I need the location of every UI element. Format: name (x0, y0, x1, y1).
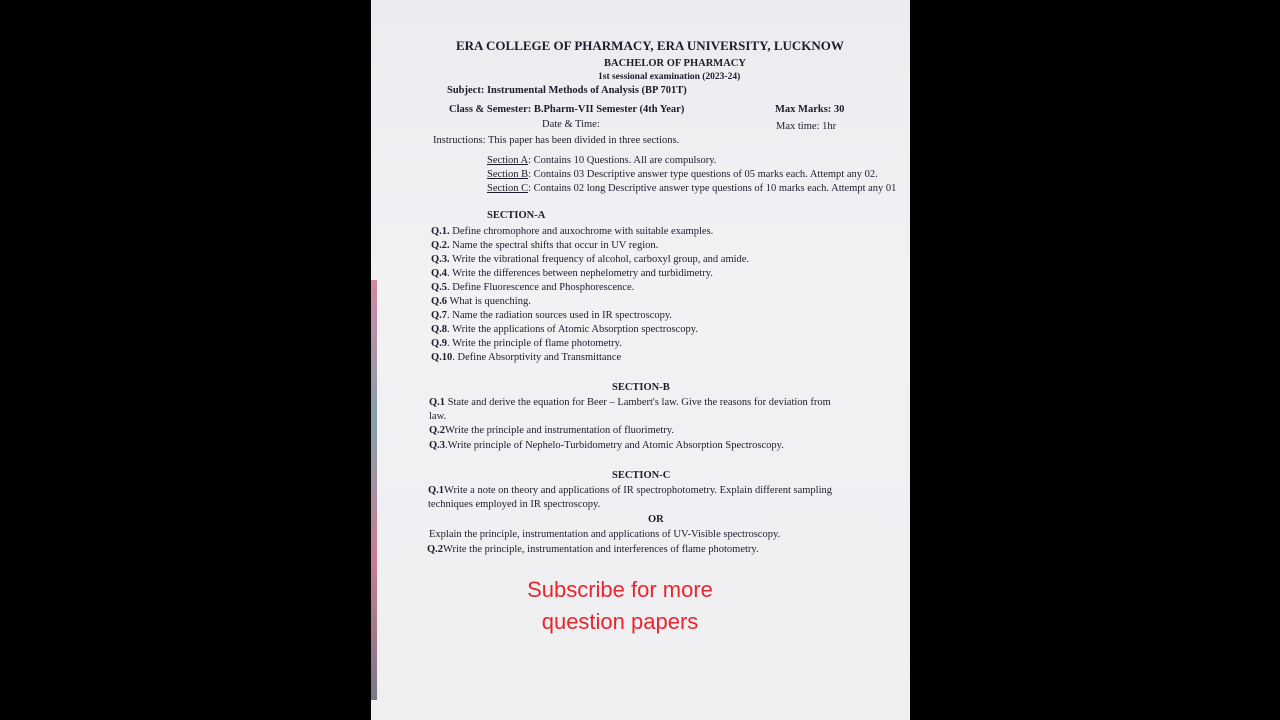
max-time: Max time: 1hr (776, 121, 837, 132)
alternative-question: Explain the principle, instrumentation and applications of UV-Visible spectroscopy. (429, 529, 781, 540)
question-number: Q.9 (431, 338, 448, 349)
date-time: Date & Time: (542, 119, 600, 130)
question-text: . Define Absorptivity and Transmittance (452, 352, 622, 363)
question-text: Write the vibrational frequency of alcohol, carboxyl group, and amide. (449, 254, 750, 265)
question-text: Define chromophore and auxochrome with suitable examples. (449, 226, 714, 237)
question-text: . Name the radiation sources used in IR spectroscopy. (447, 310, 673, 321)
question (427, 544, 759, 556)
question (428, 485, 832, 497)
or-label: OR (648, 514, 664, 525)
section-c-info (487, 183, 896, 195)
question-text: . Write the principle of flame photometry. (447, 338, 622, 349)
question-text: . Write the applications of Atomic Absorption spectroscopy. (447, 324, 698, 335)
question-text: State and derive the equation for Beer – Lambert's law. Give the reasons for deviation from (445, 397, 831, 408)
question-number: Q.7 (431, 310, 448, 321)
section-b-info (487, 169, 878, 181)
question-text: Name the spectral shifts that occur in UV region. (449, 240, 659, 251)
question (431, 324, 698, 336)
question-number: Q.2. (431, 240, 450, 251)
question-text: Write the principle and instrumentation of fluorimetry. (445, 425, 675, 436)
question-number: Q.1 (428, 485, 445, 496)
instructions-text: This paper has been divided in three sections. (487, 135, 680, 146)
exam-title: 1st sessional examination (2023-24) (598, 72, 741, 82)
subscribe-overlay-line1: Subscribe for more (527, 577, 713, 602)
section-a-info (487, 155, 716, 167)
college-name: ERA COLLEGE OF PHARMACY, ERA UNIVERSITY, LUCKNOW (456, 38, 844, 53)
section-desc: : Contains 02 long Descriptive answer type questions of 10 marks each. Attempt any 01 (528, 183, 897, 194)
question-number: Q.1. (431, 226, 450, 237)
question-number: Q.1 (429, 397, 446, 408)
question-number: Q.5 (431, 282, 448, 293)
section-desc: : Contains 10 Questions. All are compulsory. (528, 155, 717, 166)
section-name: Section B (487, 169, 529, 180)
class-semester: Class & Semester: B.Pharm-VII Semester (4th Year) (449, 104, 685, 115)
question-number: Q.2 (427, 544, 444, 555)
question-text: What is quenching. (447, 296, 531, 307)
max-marks: Max Marks: 30 (775, 104, 845, 115)
instructions (433, 135, 679, 147)
question (431, 254, 749, 266)
subject: Subject: Instrumental Methods of Analysis (BP 701T) (447, 85, 687, 96)
question-text: . Define Fluorescence and Phosphorescence. (447, 282, 635, 293)
question-text: Write a note on theory and applications of IR spectrophotometry. Explain different sampling (444, 485, 833, 496)
question-text: .Write principle of Nephelo-Turbidometry and Atomic Absorption Spectroscopy. (445, 440, 784, 451)
section-name: Section A (487, 155, 529, 166)
question-number: Q.10 (431, 352, 453, 363)
question-number: Q.3. (431, 254, 450, 265)
question (431, 226, 713, 238)
question (429, 397, 831, 409)
degree: BACHELOR OF PHARMACY (604, 58, 746, 69)
question (431, 268, 713, 280)
question-number: Q.4 (431, 268, 448, 279)
question (429, 425, 674, 437)
question-text: Write the principle, instrumentation and interferences of flame photometry. (443, 544, 759, 555)
section-desc: : Contains 03 Descriptive answer type questions of 05 marks each. Attempt any 02. (528, 169, 878, 180)
question-number: Q.6 (431, 296, 448, 307)
section-c-title: SECTION-C (612, 470, 671, 481)
question (431, 338, 622, 350)
section-b-title: SECTION-B (612, 382, 670, 393)
question-text: . Write the differences between nephelometry and turbidimetry. (447, 268, 713, 279)
question (431, 296, 531, 308)
question-number: Q.3 (429, 440, 446, 451)
question-number: Q.8 (431, 324, 448, 335)
question (431, 310, 672, 322)
subscribe-overlay-line2: question papers (541, 609, 699, 634)
question (431, 282, 634, 294)
question (431, 240, 658, 252)
instructions-label: Instructions: (433, 135, 486, 146)
section-name: Section C (487, 183, 529, 194)
question (429, 440, 784, 452)
question-number: Q.2 (429, 425, 446, 436)
question-continuation: law. (429, 411, 447, 422)
section-a-title: SECTION-A (487, 210, 546, 221)
question (431, 352, 621, 364)
question-continuation: techniques employed in IR spectroscopy. (428, 499, 601, 510)
